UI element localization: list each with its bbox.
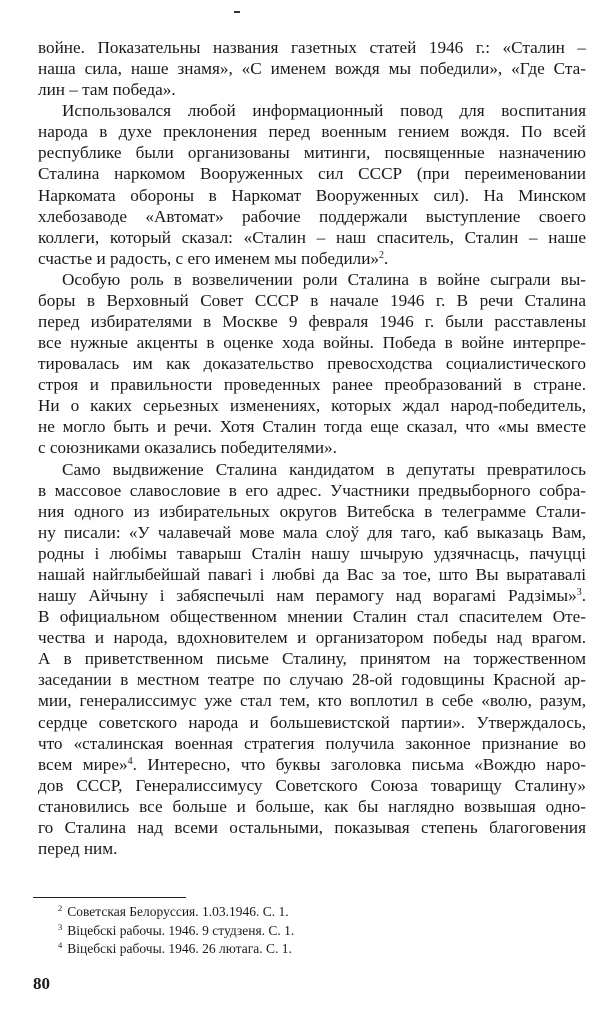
text-line: наша сила, наше знамя», «С именем вождя мы победили», «Где Ста- — [38, 59, 586, 79]
text-line: нашай найглыбейшай павагі і любві да Вас за тое, што Вы выратавалі — [38, 564, 586, 584]
footnote-text: Віцебскі рабочы. 1946. 26 лютага. С. 1. — [67, 941, 292, 957]
footnote-number: 2 — [58, 903, 63, 913]
text-line: го Сталина над всеми остальными, показывая степень благоговения — [38, 817, 586, 837]
text-line: что «сталинская военная стратегия получила законное признание во — [38, 733, 586, 753]
text-line: чества и народа, вдохновителем и организатором победы над врагом. — [38, 628, 586, 648]
text-line: сердце советского народа и большевистской партии». Утверждалось, — [38, 712, 586, 732]
footnote-ref: 3 — [576, 587, 582, 599]
text-line — [38, 585, 586, 606]
line-text: всем мире» — [38, 754, 128, 774]
footnote-text: Советская Белоруссия. 1.03.1946. С. 1. — [67, 904, 289, 919]
line-text: . — [581, 586, 586, 606]
text-line: коллеги, который сказал: «Сталин – наш спаситель, Сталин – наше — [38, 227, 586, 247]
body-text — [38, 37, 586, 859]
paragraph — [38, 37, 586, 100]
paragraph — [38, 459, 586, 859]
text-line: Само выдвижение Сталина кандидатом в депутаты превратилось — [62, 459, 586, 479]
text-line: Использовался любой информационный повод для воспитания — [62, 101, 586, 121]
text-line: перед ним. — [38, 838, 118, 858]
text-line: войне. Показательны названия газетных статей 1946 г.: «Сталин – — [38, 38, 586, 57]
line-text: . Интересно, что буквы заголовка письма «Вождю наро- — [132, 754, 587, 774]
text-line: строя и правильности проведенных ранее преобразований в стране. — [38, 375, 586, 395]
text-line: Сталина наркомом Вооруженных сил СССР (при переименовании — [38, 164, 586, 184]
text-line: перед избирателями в Москве 9 февраля 1946 г. были расставлены — [38, 312, 586, 332]
paragraph — [38, 269, 586, 459]
footnote-ref: 2 — [379, 249, 385, 261]
line-text: . — [384, 248, 389, 268]
text-line: республике были организованы митинги, посвященные назначению — [38, 143, 586, 163]
text-line: Ни о каких серьезных изменениях, которых ждал народ-победитель, — [38, 396, 586, 416]
text-line — [38, 754, 586, 775]
text-line: А в приветственном письме Сталину, принятом на торжественном — [38, 649, 586, 669]
footnote-text: Віцебскі рабочы. 1946. 9 студзеня. С. 1. — [67, 922, 295, 938]
text-line: лин – там победа». — [38, 80, 176, 100]
text-line: ну писали: «У чалавечай мове мала слоў для таго, каб выказаць Вам, — [38, 522, 586, 542]
text-line: боры в Верховный Совет СССР в начале 1946 г. В речи Сталина — [38, 290, 586, 310]
footnote-number: 3 — [58, 921, 63, 932]
text-line: не могло быть и речи. Хотя Сталин тогда еще сказал, что «мы вместе — [38, 417, 586, 437]
footnote — [58, 903, 294, 922]
text-line: становились все больше и больше, как бы наглядно возвышая одно- — [38, 796, 586, 816]
text-line: родны і любімы таварыш Сталін нашу шчырую удзячнасць, пачуцці — [38, 543, 586, 563]
footnotes — [58, 903, 294, 959]
footnote — [58, 940, 294, 959]
text-line: народа в духе преклонения перед военным гением вождя. По всей — [38, 122, 586, 142]
text-line: заседании в местном театре по случаю 28-ой годовщины Красной ар- — [38, 670, 586, 690]
footnote-ref: 4 — [127, 755, 133, 767]
text-line: в массовое славословие в его адрес. Участники предвыборного собра- — [38, 480, 586, 500]
footnote — [58, 922, 294, 941]
text-line: мии, генералиссимус уже стал тем, кто воплотил в себе «волю, разум, — [38, 691, 586, 711]
text-line: дов СССР, Генералиссимусу Советского Союза товарищу Сталину» — [38, 775, 586, 795]
text-line: В официальном общественном мнении Сталин стал спасителем Оте- — [38, 607, 586, 627]
text-line: Особую роль в возвеличении роли Сталина в войне сыграли вы- — [62, 269, 586, 289]
footnote-divider — [33, 897, 186, 898]
line-text: счастье и радость, с его именем мы победили» — [38, 248, 380, 268]
text-line: тировалась им как доказательство превосходства социалистического — [38, 354, 586, 374]
footnote-number: 4 — [58, 940, 63, 951]
page-number: 80 — [33, 974, 50, 993]
paragraph — [38, 100, 586, 269]
text-line: с союзниками оказались победителями». — [38, 438, 337, 458]
text-line: ния одного из избирательных округов Витебска в телеграмме Стали- — [38, 501, 586, 521]
text-line: все нужные акценты в оценке хода войны. Победа в войне интерпре- — [38, 333, 586, 353]
line-text: нашу Айчыну і забяспечылі нам перамогу над ворагамі Радзімы» — [38, 586, 577, 606]
text-line: Наркомата обороны в Наркомат Вооруженных сил). На Минском — [38, 185, 586, 205]
text-line: хлебозаводе «Автомат» рабочие поддержали выступление своего — [38, 206, 586, 226]
scan-mark — [234, 11, 240, 13]
text-line — [38, 248, 586, 269]
